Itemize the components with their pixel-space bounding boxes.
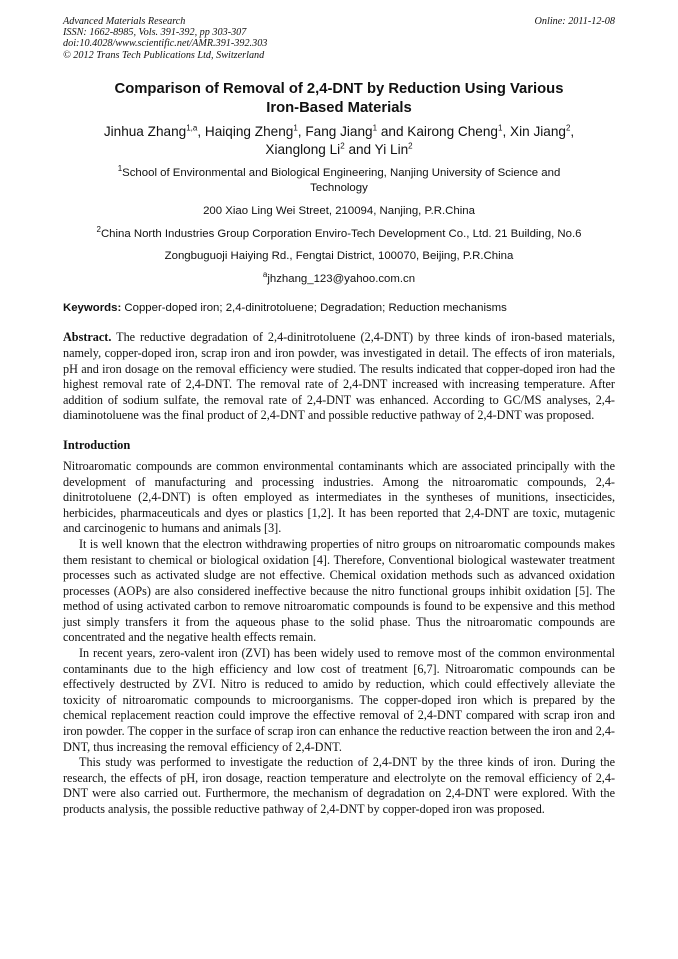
section-heading-introduction: Introduction	[63, 437, 131, 452]
keywords	[63, 302, 615, 314]
affiliation-mark: 2	[96, 224, 101, 234]
author-affiliation-mark: 2	[565, 123, 571, 133]
keywords-text: Copper-doped iron; 2,4-dinitrotoluene; Degradation; Reduction mechanisms	[124, 302, 507, 315]
author-affiliation-mark: 1	[293, 123, 298, 133]
author-affiliation-mark: 1	[372, 123, 378, 133]
author-name: Xin Jiang	[510, 123, 566, 139]
paper-page	[63, 16, 615, 818]
author-name: Yi Lin	[374, 141, 409, 157]
author-conjunction: and	[380, 123, 404, 139]
affiliation-2-line-1: China North Industries Group Corporation Enviro-Tech Development Co., Ltd. 21 Building, No.6	[100, 227, 582, 240]
author-list: Jinhua Zhang$^{1,a}$, Haiqing Zheng$^1$, Fang Jiang$^1$ and Kairong Cheng$^1$, Xin Jiang$^2$, Xianglong Li$^2$ and Yi Lin$^2$	[103, 123, 575, 157]
title-line-1: Comparison of Removal of 2,4-DNT by Reduction Using Various	[114, 80, 564, 97]
publication-header	[63, 16, 615, 61]
keywords-label: Keywords:	[63, 302, 122, 315]
corresponding-email	[63, 269, 615, 288]
introduction-body	[63, 459, 615, 818]
author-affiliation-mark: 2	[408, 141, 413, 151]
paragraph: This study was performed to investigate the reduction of 2,4-DNT by the three kinds of iron. During the research, the effects of pH, iron dosage, reaction temperature and electrolyte on the removal efficiency of 2,4-DNT were also carried out. Furthermore, the mechanism of degradation on 2,4-DNT were explored. With the products analysis, the possible reductive pathway of 2,4-DNT by copper-doped iron was proposed.	[63, 755, 615, 816]
paragraph: It is well known that the electron withdrawing properties of nitro groups on nitroaromatic compounds makes them resistant to chemical or biological oxidation [4]. Therefore, Conventional biological wastewater treatment processes such as activated sludge are not effective. Chemical oxidation methods such as advanced oxidation processes (AOPs) are also considered ineffective because the nitro functional groups inhibit oxidation [5]. The method of using activated carbon to remove nitroaromatic compounds is found to be expensive and this method just simply transfers it from the aqueous phase to the solid phase. Thus the nitroaromatic compounds are concentrated and the negative health effects remain.	[63, 536, 615, 645]
author-name: Xianglong Li	[265, 141, 341, 157]
abstract-text: The reductive degradation of 2,4-dinitrotoluene (2,4-DNT) by three kinds of iron-based materials, namely, copper-doped iron, scrap iron and iron powder, was investigated in detail. The effects of iron materials, pH and iron dosage on the removal efficiency were studied. The results indicated that copper-doped iron had the highest removal rate of 2,4-DNT. The removal rate of 2,4-DNT increased with increasing temperature. After addition of sodium sulfate, the removal rate of 2,4-DNT was enhanced. According to GC/MS analyses, 2,4-diaminotoluene was the final product of 2,4-DNT and possible reductive pathway of 2,4-DNT was proposed.	[63, 330, 615, 423]
email-address: jhzhang_123@yahoo.com.cn	[267, 272, 416, 285]
affiliation-1-address: 200 Xiao Ling Wei Street, 210094, Nanjing, P.R.China	[203, 205, 475, 217]
doi-line: doi:10.4028/www.scientific.net/AMR.391-392.303	[63, 38, 268, 50]
affiliation-2	[63, 224, 615, 243]
title-line-2: Iron-Based Materials	[266, 100, 412, 117]
author-name: Kairong Cheng	[407, 123, 498, 139]
author-affiliation-mark: 2	[340, 141, 345, 151]
affiliation-1-line-2: Technology	[310, 182, 368, 195]
affiliation-1-line-1: School of Environmental and Biological Engineering, Nanjing University of Science and	[122, 166, 561, 179]
author-name: Fang Jiang	[305, 123, 373, 139]
journal-name: Advanced Materials Research	[63, 16, 186, 27]
author-conjunction: and	[348, 141, 372, 157]
author-name: Haiqing Zheng	[204, 123, 294, 139]
author-name: Jinhua Zhang	[103, 123, 187, 139]
paragraph: In recent years, zero-valent iron (ZVI) has been widely used to remove most of the common environmental contaminants due to the high efficiency and low cost of treatment [6,7]. Nitroaromatic compounds can be effectively destructed by ZVI. Nitro is reduced to amido by reduction, which could effectively alleviate the toxicity of nitroaromatic compounds to microorganisms. The copper-doped iron which is prepared by the chemical replacement reaction could improve the effective removal of 2,4-DNT compared with scrap iron and iron powder. The copper in the surface of scrap iron can enhance the reductive reaction between the iron and 2,4-DNT, thus increasing the removal efficiency of 2,4-DNT.	[63, 646, 615, 754]
affiliation-1	[63, 166, 615, 197]
issn-line: ISSN: 1662-8985, Vols. 391-392, pp 303-307	[63, 27, 247, 39]
online-date: Online: 2011-12-08	[534, 16, 615, 27]
copyright-line: © 2012 Trans Tech Publications Ltd, Switzerland	[63, 49, 265, 61]
paper-title	[63, 80, 615, 119]
abstract	[63, 330, 615, 424]
email-mark: a	[262, 269, 268, 279]
author-affiliation-mark: 1,a	[186, 123, 198, 133]
affiliation-mark: 1	[117, 164, 123, 174]
abstract-label: Abstract.	[63, 330, 112, 345]
paragraph: Nitroaromatic compounds are common environmental contaminants which are associated principally with the development of manufacturing and processing industries. Among the nitroaromatic compounds, 2,4-dinitrotoluene (2,4-DNT) is often employed as intermediates in the syntheses of munitions, insecticides, herbicides, pharmaceuticals and dyes or plastics [1,2]. It has been reported that 2,4-DNT are toxic, mutagenic and carcinogenic to humans and animals [3].	[63, 458, 615, 536]
affiliation-2-address: Zongbuguoji Haiying Rd., Fengtai District, 100070, Beijing, P.R.China	[164, 250, 514, 263]
author-affiliation-mark: 1	[498, 123, 503, 133]
